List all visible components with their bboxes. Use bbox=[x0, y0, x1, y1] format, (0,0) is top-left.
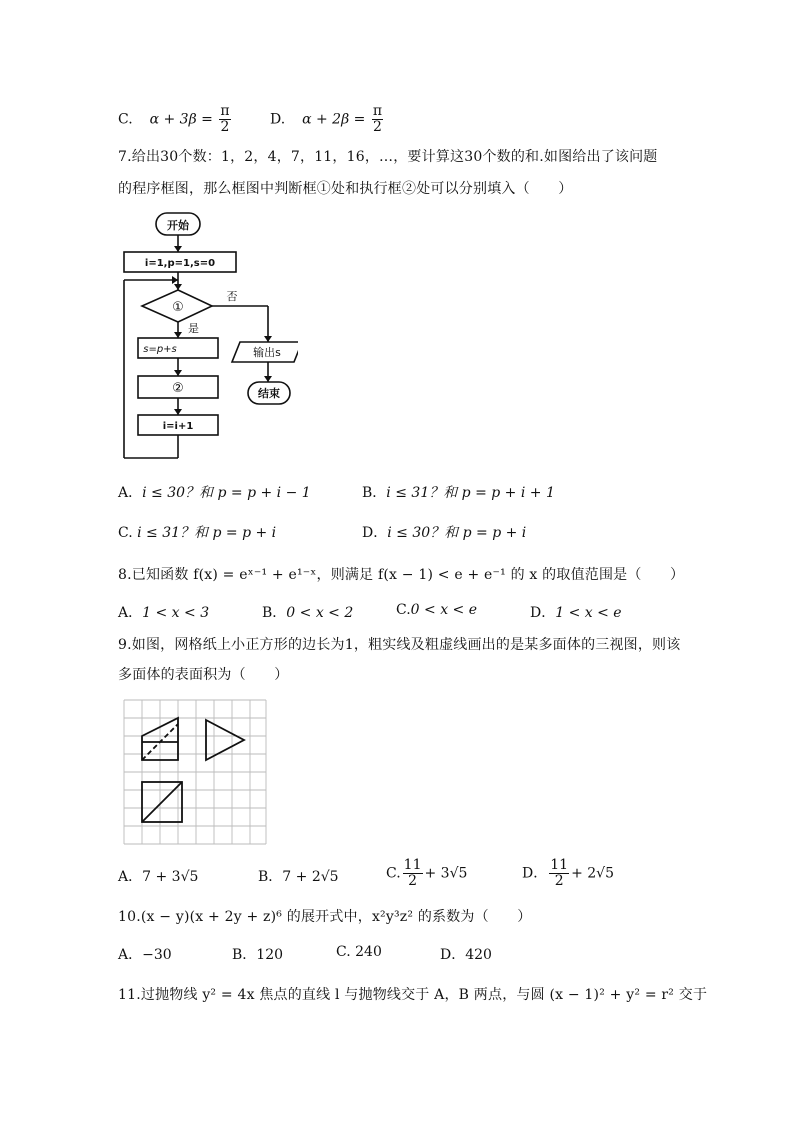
three-view-grid-figure bbox=[120, 696, 270, 846]
q7-option-c: C. i ≤ 31？和 p = p + i bbox=[118, 525, 277, 541]
flowchart-step-blank-text: ② bbox=[172, 381, 184, 396]
q9-option-c: C. $\frac{11}{2}$ + 3√5 bbox=[386, 857, 468, 889]
q6-option-d bbox=[270, 104, 385, 135]
q7-option-d: D．i ≤ 30？和 p = p + i bbox=[362, 525, 527, 541]
program-flowchart bbox=[118, 208, 298, 466]
q9-stem-line1: 9.如图，网格纸上小正方形的边长为1，粗实线及粗虚线画出的是某多面体的三视图，则该 bbox=[118, 637, 681, 653]
q10-option-b: B．120 bbox=[232, 947, 284, 963]
flowchart-step-sum-text: s=p+s bbox=[143, 344, 177, 355]
flowchart-no-label: 否 bbox=[226, 290, 238, 303]
q8-option-a: A．1 < x < 3 bbox=[118, 605, 210, 621]
flowchart-start-text: 开始 bbox=[167, 219, 189, 232]
q10-option-c: C. 240 bbox=[336, 944, 382, 960]
q8-option-d: D．1 < x < e bbox=[530, 605, 622, 621]
flowchart-output-text: 输出s bbox=[253, 346, 281, 359]
q6-option-c bbox=[118, 104, 233, 135]
flowchart-yes-label: 是 bbox=[188, 322, 199, 335]
fraction: $\frac{\pi}{2}$ bbox=[372, 103, 383, 135]
option-expression: α + 2β = bbox=[302, 111, 366, 128]
q9-option-d: D． $\frac{11}{2}$ + 2√5 bbox=[522, 857, 614, 889]
q7-option-a: A．i ≤ 30？和 p = p + i − 1 bbox=[118, 485, 311, 501]
q10-stem: 10.(x − y)(x + 2y + z)⁶ 的展开式中，x²y³z² 的系数为（ ） bbox=[118, 909, 532, 925]
fraction: $\frac{\pi}{2}$ bbox=[220, 103, 230, 135]
option-label: C. bbox=[118, 111, 133, 128]
q7-stem-line1: 7.给出30个数：1，2，4，7，11，16，…，要计算这30个数的和.如图给出了该问题 bbox=[118, 149, 658, 165]
q9-option-a: A．7 + 3√5 bbox=[118, 869, 199, 885]
option-expression: α + 3β = bbox=[149, 111, 213, 128]
q9-stem-line2: 多面体的表面积为（ ） bbox=[118, 667, 289, 683]
q9-option-b: B．7 + 2√5 bbox=[258, 869, 339, 885]
fraction: $\frac{11}{2}$ bbox=[550, 857, 569, 889]
q8-stem: 8.已知函数 f(x) = eˣ⁻¹ + e¹⁻ˣ，则满足 f(x − 1) < e + e⁻¹ 的 x 的取值范围是（ ） bbox=[118, 567, 685, 583]
q11-stem: 11.过抛物线 y² = 4x 焦点的直线 l 与抛物线交于 A，B 两点，与圆 (x − 1)² + y² = r² 交于 bbox=[118, 987, 708, 1003]
fraction: $\frac{11}{2}$ bbox=[403, 857, 422, 889]
flowchart-step-increment-text: i=i+1 bbox=[162, 421, 194, 432]
q10-option-a: A．−30 bbox=[118, 947, 172, 963]
flowchart-end-text: 结束 bbox=[258, 387, 280, 400]
q8-option-b: B．0 < x < 2 bbox=[262, 605, 354, 621]
q7-stem-line2: 的程序框图，那么框图中判断框①处和执行框②处可以分别填入（ ） bbox=[118, 181, 573, 197]
flowchart-decision-text: ① bbox=[172, 300, 184, 315]
flowchart-init-text: i=1,p=1,s=0 bbox=[144, 258, 216, 269]
option-label: D. bbox=[270, 111, 286, 128]
q10-option-d: D．420 bbox=[440, 947, 492, 963]
q8-option-c: C.0 < x < e bbox=[396, 602, 478, 618]
q7-option-b: B．i ≤ 31？和 p = p + i + 1 bbox=[362, 485, 555, 501]
